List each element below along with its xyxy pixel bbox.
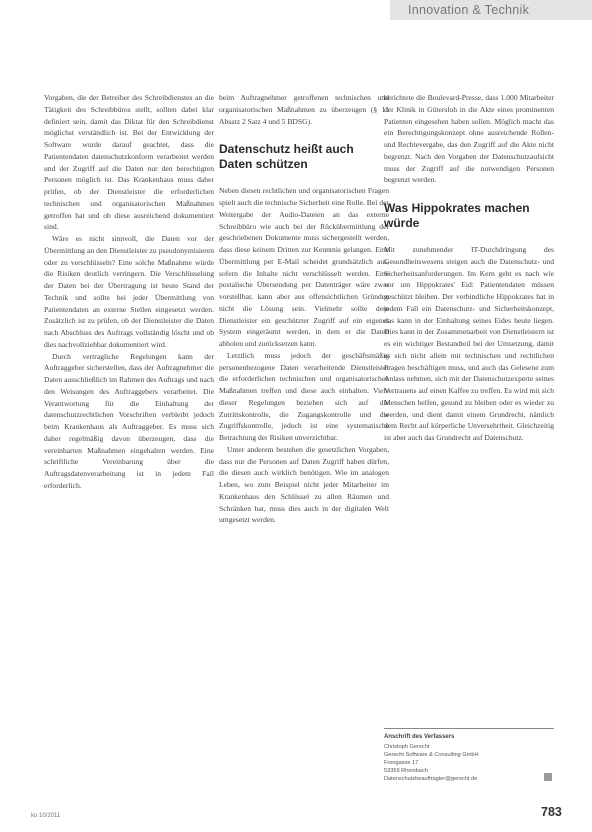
paragraph: Neben diesen rechtlichen und organisatorischen Fragen spielt auch die technische Sicherheit eine Rolle. Bei der Weitergabe der Audio-Dateien an das externe Schreibbüro wie auch bei der Rückübermittlung der geschriebenen Dokumente muss sichergestellt werden, dass diese keinem Dritten zur Kenntnis gelangen. Eine Übermittlung per E-Mail scheidet grundsätzlich aus, sofern die Inhalte nicht verschlüsselt werden. Eine postalische Übersendung per Datenträger wäre zwar vorstellbar, kann aber aus offensichtlichen Gründen nicht die Lösung sein. Vielmehr sollte dem Dienstleister ein geschützter Zugriff auf ein eigenes System eingeräumt werden, in dem er die Daten abholen und zurücksetzen kann. bbox=[219, 186, 389, 348]
issue-label: ku 10/2011 bbox=[31, 813, 61, 819]
text-column-1 bbox=[44, 92, 214, 782]
text-column-3 bbox=[384, 92, 554, 742]
paragraph: Vorgaben, die der Betreiber des Schreibdienstes an die Tätigkeit des Schreibbüros stellt, sollten dabei klar definiert sein, damit das Diktat für den Schreibdienst möglichst verständlich ist. Bei der Entwicklung der Software wurde darauf geachtet, dass die Patientendaten datenschutzkonform verarbeitet werden und der Zugriff auf die Daten nur den berechtigten Personen möglich ist. Das Krankenhaus muss daher prüfen, ob der Dienstleister die erforderlichen technischen und organisatorischen Maßnahmen getroffen hat und ob diese ausreichend dokumentiert sind. bbox=[44, 93, 214, 232]
section-header-tab bbox=[390, 0, 592, 20]
paragraph: berichtete die Boulevard-Presse, dass 1.000 Mitarbeiter der Klinik in Gütersloh in die Akte eines prominenten Patienten eingesehen haben sollen. Möglich macht das ein Berechtigungskonzept ohne ausreichende Rollen- und Rechtevergabe, das den Zugriff auf die Akte nicht begrenzt. Nach den Vorgaben der Datenschutzaufsicht muss der Zugriff auf die notwendigen Personen begrenzt werden. bbox=[384, 93, 554, 185]
author-box-divider bbox=[384, 728, 554, 729]
subheading-datenschutz: Datenschutz heißt auch Daten schützen bbox=[219, 142, 354, 171]
author-name: Christoph Gerecht bbox=[384, 744, 430, 751]
page-number: 783 bbox=[541, 805, 562, 819]
author-company: Gerecht Software & Consulting GmbH bbox=[384, 752, 479, 759]
author-street: Frongasse 17 bbox=[384, 760, 419, 767]
author-email[interactable]: Datenschutzbeauftragter@gerecht.de bbox=[384, 776, 478, 783]
author-box bbox=[384, 733, 554, 784]
paragraph: Unter anderem bestehen die gesetzlichen Vorgaben, dass nur die Personen auf Daten Zugriff haben dürfen, die diesen auch wirklich benötigen. Wie im analogen Leben, wo zum Beispiel nicht jeder Mitarbeiter im Krankenhaus den Schlüssel zu allen Räumen und Schränken hat, muss dies auch in der digitalen Welt umgesetzt werden. bbox=[219, 444, 389, 525]
author-city: 53359 Rheinbach bbox=[384, 768, 428, 775]
paragraph: beim Auftragnehmer getroffenen technischen und organisatorischen Maßnahmen zu überzeugen (§ 11 Absatz 2 Satz 4 und 5 BDSG). bbox=[219, 93, 389, 126]
section-title: Innovation & Technik bbox=[408, 3, 530, 17]
paragraph: Letztlich muss jedoch der geschäftsmäßig personenbezogene Daten verarbeitende Dienstleister die erforderlichen technischen und organisatorischen Maßnahmen treffen und diese auch einhalten. Viele dieser Regelungen beziehen sich auf die Zutrittskontrolle, die Zugangskontrolle und die Zugriffskontrolle, jedoch ist eine systematische Betrachtung der Risiken unverzichtbar. bbox=[219, 350, 389, 442]
subheading-hippokrates: Was Hippokrates machen würde bbox=[384, 201, 530, 230]
author-box-title: Anschrift des Verfassers bbox=[384, 734, 455, 740]
paragraph: Wäre es nicht sinnvoll, die Daten vor der Übermittlung an den Dienstleister zu pseudonymisieren oder zu verschlüsseln? Eine solche Maßnahme würde die Risiken deutlich verringern. Die Verschlüsselung der Daten bei der Übertragung ist heute Stand der Technik und sollte bei jeder Übermittlung von Patientendaten an externe Stellen eingesetzt werden. Zusätzlich ist zu prüfen, ob der Dienstleister die Daten nach Abschluss des Auftrags vollständig löscht und ob dies nachvollziehbar dokumentiert wird. bbox=[44, 234, 214, 349]
paragraph: Durch vertragliche Regelungen kann der Auftraggeber sicherstellen, dass der Auftragnehmer die Daten ausschließlich im Rahmen des Auftrags und nach den Weisungen des Auftraggebers verarbeitet. Die Verantwortung für die Einhaltung der datenschutzrechtlichen Vorschriften verbleibt jedoch beim Krankenhaus als Auftraggeber. Es muss sich daher regelmäßig davon überzeugen, dass die vereinbarten Maßnahmen eingehalten werden. Eine schriftliche Vereinbarung über die Auftragsdatenverarbeitung ist in jedem Fall erforderlich. bbox=[44, 351, 214, 490]
end-mark-icon bbox=[544, 773, 552, 781]
text-column-2 bbox=[219, 92, 389, 782]
paragraph: Mit zunehmender IT-Durchdringung des Gesundheitswesens steigen auch die Datenschutz- und Sicherheitsanforderungen. Im Kern geht es nach wie vor um Hippokrates' Eid: Patientendaten müssen geschützt bleiben. Der verbindliche Hippokrates hat in jedem Fall ein Datenschutz- und Sicherheitskonzept, das kann in der Einhaltung seines Eides heute liegen. Dies kann in der Zusammenarbeit von Dienstleistern ist es ein wichtiger Bestandteil bei der Umsetzung, damit es sich nicht allein mit technischen und rechtlichen Fragen beschäftigen muss, und auch das Gelesene zum Anlass nehmen, sich mit der Datenschutzexperte seines Vertrauens auf einen Kaffee zu treffen. Es wird mit sich Menschen helfen, gesund zu bleiben oder es wieder zu werden, und dient damit einem Grundrecht, nämlich dem Recht auf körperliche Unversehrtheit. Gleichzeitig ist aber auch das Grundrecht auf Datenschutz. bbox=[384, 245, 554, 442]
